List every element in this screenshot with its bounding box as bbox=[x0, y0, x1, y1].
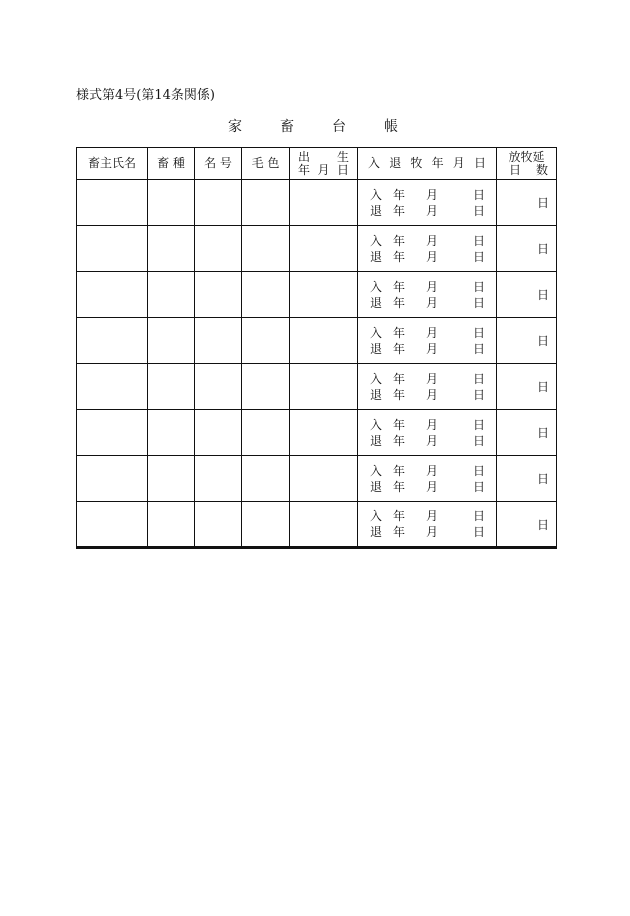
entry-date-line: 入 年 月 日 bbox=[370, 463, 486, 478]
name-cell[interactable] bbox=[195, 180, 242, 226]
grazing-days-cell[interactable]: 日 bbox=[497, 272, 557, 318]
title-char: 台 bbox=[332, 119, 346, 135]
coat-color-cell[interactable] bbox=[242, 272, 290, 318]
grazing-days-cell[interactable]: 日 bbox=[497, 502, 557, 548]
coat-color-cell[interactable] bbox=[242, 318, 290, 364]
name-cell[interactable] bbox=[195, 226, 242, 272]
header-owner-name: 畜主氏名 bbox=[77, 148, 148, 180]
owner-name-cell[interactable] bbox=[77, 410, 148, 456]
grazing-days-cell[interactable]: 日 bbox=[497, 318, 557, 364]
entry-date-line: 入 年 月 日 bbox=[370, 509, 486, 523]
owner-name-cell[interactable] bbox=[77, 226, 148, 272]
title-char: 家 bbox=[228, 119, 242, 135]
grazing-days-cell[interactable]: 日 bbox=[497, 180, 557, 226]
header-coat-color: 毛 色 bbox=[242, 148, 290, 180]
table-row bbox=[77, 364, 557, 410]
exit-date-line: 退 年 月 日 bbox=[370, 295, 486, 310]
in-out-date-cell[interactable] bbox=[358, 364, 497, 410]
header-in-out-date: 入 退 牧 年 月 日 bbox=[358, 148, 497, 180]
birth-date-cell[interactable] bbox=[290, 456, 358, 502]
coat-color-cell[interactable] bbox=[242, 226, 290, 272]
entry-date-line: 入 年 月 日 bbox=[370, 417, 486, 432]
exit-date-line: 退 年 月 日 bbox=[370, 203, 486, 218]
title-char: 帳 bbox=[384, 119, 398, 135]
name-cell[interactable] bbox=[195, 456, 242, 502]
table-row bbox=[77, 180, 557, 226]
breed-cell[interactable] bbox=[148, 180, 195, 226]
exit-date-line: 退 年 月 日 bbox=[370, 479, 486, 494]
document-title bbox=[228, 116, 398, 136]
exit-date-line: 退 年 月 日 bbox=[370, 341, 486, 356]
header-row bbox=[77, 148, 557, 180]
title-char: 畜 bbox=[280, 119, 294, 135]
in-out-date-cell[interactable] bbox=[358, 410, 497, 456]
owner-name-cell[interactable] bbox=[77, 272, 148, 318]
in-out-date-cell[interactable] bbox=[358, 456, 497, 502]
name-cell[interactable] bbox=[195, 272, 242, 318]
birth-date-cell[interactable] bbox=[290, 410, 358, 456]
exit-date-line: 退 年 月 日 bbox=[370, 249, 486, 264]
birth-date-cell[interactable] bbox=[290, 226, 358, 272]
table-row bbox=[77, 318, 557, 364]
owner-name-cell[interactable] bbox=[77, 318, 148, 364]
breed-cell[interactable] bbox=[148, 456, 195, 502]
header-name: 名 号 bbox=[195, 148, 242, 180]
birth-date-cell[interactable] bbox=[290, 364, 358, 410]
entry-date-line: 入 年 月 日 bbox=[370, 325, 486, 340]
name-cell[interactable] bbox=[195, 502, 242, 548]
grazing-days-cell[interactable]: 日 bbox=[497, 226, 557, 272]
header-breed: 畜 種 bbox=[148, 148, 195, 180]
coat-color-cell[interactable] bbox=[242, 180, 290, 226]
header-birth-date: 出 生 年 月 日 bbox=[290, 148, 358, 180]
in-out-date-cell[interactable] bbox=[358, 318, 497, 364]
owner-name-cell[interactable] bbox=[77, 456, 148, 502]
in-out-date-cell[interactable] bbox=[358, 226, 497, 272]
grazing-days-cell[interactable]: 日 bbox=[497, 364, 557, 410]
exit-date-line: 退 年 月 日 bbox=[370, 433, 486, 448]
breed-cell[interactable] bbox=[148, 410, 195, 456]
coat-color-cell[interactable] bbox=[242, 502, 290, 548]
breed-cell[interactable] bbox=[148, 318, 195, 364]
entry-date-line: 入 年 月 日 bbox=[370, 187, 486, 202]
in-out-date-cell[interactable] bbox=[358, 502, 497, 548]
form-number-label: 様式第4号(第14条関係) bbox=[76, 88, 215, 103]
exit-date-line: 退 年 月 日 bbox=[370, 387, 486, 402]
owner-name-cell[interactable] bbox=[77, 180, 148, 226]
grazing-days-cell[interactable]: 日 bbox=[497, 456, 557, 502]
entry-date-line: 入 年 月 日 bbox=[370, 371, 486, 386]
in-out-date-cell[interactable] bbox=[358, 180, 497, 226]
entry-date-line: 入 年 月 日 bbox=[370, 233, 486, 248]
grazing-days-cell[interactable]: 日 bbox=[497, 410, 557, 456]
entry-date-line: 入 年 月 日 bbox=[370, 279, 486, 294]
header-grazing-days: 放牧延 日 数 bbox=[497, 148, 557, 180]
birth-date-cell[interactable] bbox=[290, 502, 358, 548]
table-row bbox=[77, 456, 557, 502]
coat-color-cell[interactable] bbox=[242, 456, 290, 502]
owner-name-cell[interactable] bbox=[77, 502, 148, 548]
coat-color-cell[interactable] bbox=[242, 364, 290, 410]
breed-cell[interactable] bbox=[148, 272, 195, 318]
table-row bbox=[77, 272, 557, 318]
breed-cell[interactable] bbox=[148, 364, 195, 410]
livestock-ledger-table bbox=[76, 147, 557, 549]
in-out-date-cell[interactable] bbox=[358, 272, 497, 318]
breed-cell[interactable] bbox=[148, 502, 195, 548]
coat-color-cell[interactable] bbox=[242, 410, 290, 456]
breed-cell[interactable] bbox=[148, 226, 195, 272]
birth-date-cell[interactable] bbox=[290, 318, 358, 364]
table-row bbox=[77, 226, 557, 272]
table-row bbox=[77, 502, 557, 548]
name-cell[interactable] bbox=[195, 318, 242, 364]
owner-name-cell[interactable] bbox=[77, 364, 148, 410]
exit-date-line: 退 年 月 日 bbox=[370, 525, 486, 539]
birth-date-cell[interactable] bbox=[290, 180, 358, 226]
birth-date-cell[interactable] bbox=[290, 272, 358, 318]
name-cell[interactable] bbox=[195, 364, 242, 410]
table-row bbox=[77, 410, 557, 456]
name-cell[interactable] bbox=[195, 410, 242, 456]
